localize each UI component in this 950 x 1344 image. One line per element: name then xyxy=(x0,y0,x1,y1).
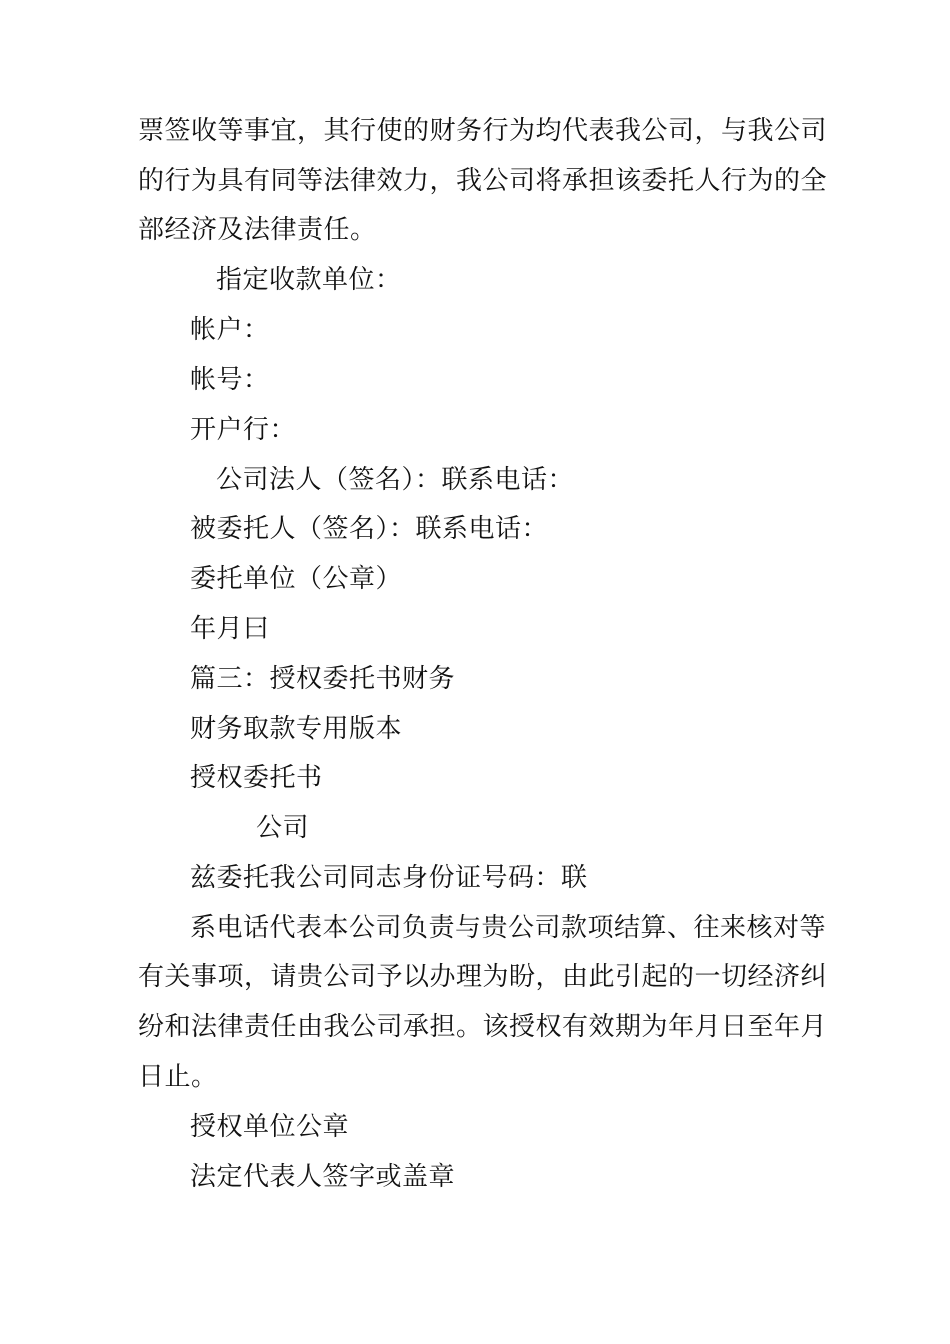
paragraph-line: 有关事项，请贵公司予以办理为盼，由此引起的一切经济纠 xyxy=(138,962,828,992)
paragraph-line: 票签收等事宜，其行使的财务行为均代表我公司，与我公司 xyxy=(138,116,828,146)
addressee-company: 公司 xyxy=(256,813,310,843)
paragraph-line: 兹委托我公司同志身份证号码：联 xyxy=(190,863,588,893)
trustee-signature-line: 被委托人（签名）：联系电话： xyxy=(190,514,549,544)
company-seal-line: 委托单位（公章） xyxy=(190,564,403,594)
document-title: 授权委托书 xyxy=(190,763,323,793)
paragraph-line: 纷和法律责任由我公司承担。该授权有效期为年月日至年月 xyxy=(138,1012,828,1042)
paragraph-line: 部经济及法律责任。 xyxy=(138,215,377,245)
paragraph-line: 系电话代表本公司负责与贵公司款项结算、往来核对等 xyxy=(190,913,827,943)
legal-person-signature-line: 公司法人（签名）：联系电话： xyxy=(216,465,575,495)
payee-heading: 指定收款单位： xyxy=(216,265,402,295)
authorizing-unit-seal-line: 授权单位公章 xyxy=(190,1112,350,1142)
paragraph-line: 日止。 xyxy=(138,1062,218,1092)
section-title: 篇三：授权委托书财务 xyxy=(190,664,456,694)
version-subtitle: 财务取款专用版本 xyxy=(190,714,403,744)
bank-label: 开户行： xyxy=(190,415,297,445)
paragraph-line: 的行为具有同等法律效力，我公司将承担该委托人行为的全 xyxy=(138,166,828,196)
account-number-label: 帐号： xyxy=(190,365,270,395)
account-name-label: 帐户： xyxy=(190,315,270,345)
legal-representative-signature-line: 法定代表人签字或盖章 xyxy=(190,1162,456,1192)
date-line: 年月曰 xyxy=(190,614,270,644)
